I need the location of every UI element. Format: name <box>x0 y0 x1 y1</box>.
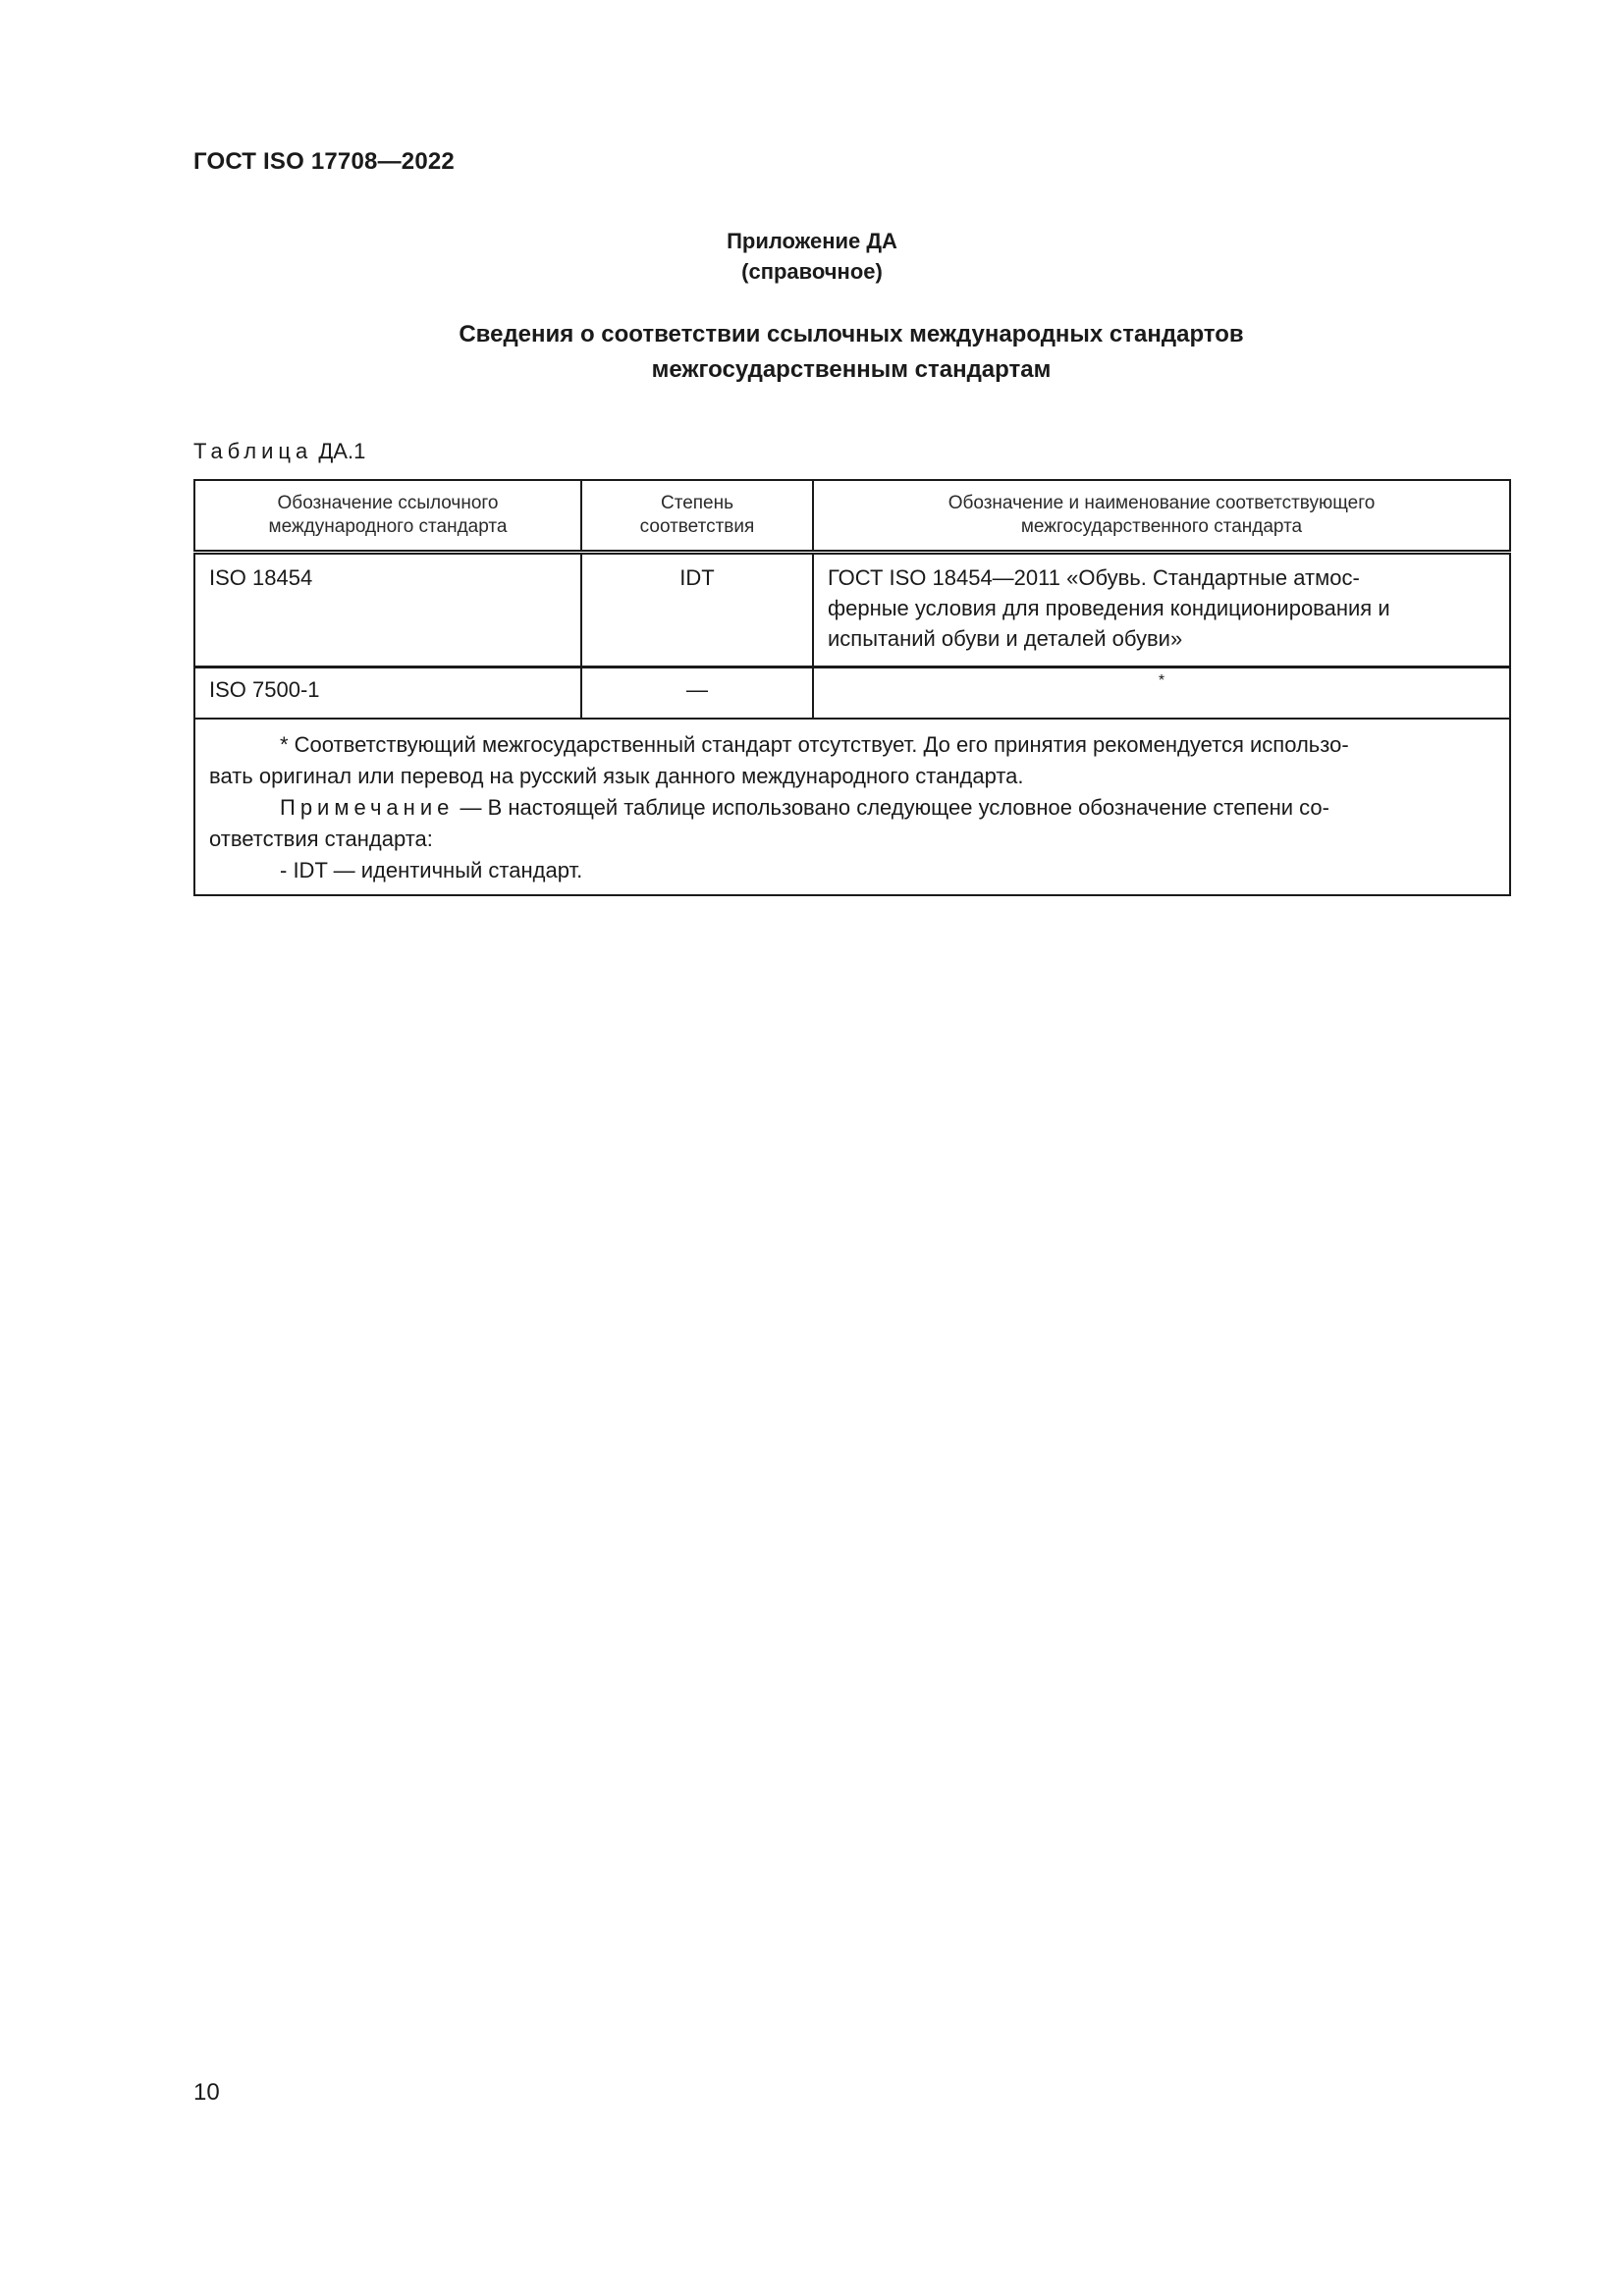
table-caption-id: ДА.1 <box>318 439 366 463</box>
cell-interstate-standard: * <box>813 667 1510 720</box>
table-footnote <box>194 719 1510 895</box>
document-code: ГОСТ ISO 17708—2022 <box>193 148 455 175</box>
annex-heading <box>0 226 1624 287</box>
note-label: Примечание <box>280 795 455 820</box>
footnote-line-2: вать оригинал или перевод на русский язык данного международного стандарта. <box>209 764 1024 788</box>
note-line-2: ответствия стандарта: <box>209 827 433 851</box>
cell-line: ГОСТ ISO 18454—2011 «Обувь. Стандартные атмос- <box>828 565 1360 590</box>
footnote-line-1: * Соответствующий межгосударственный стандарт отсутствует. До его принятия рекомендуется использо- <box>280 732 1349 757</box>
annex-status: (справочное) <box>741 259 883 284</box>
header-line: Обозначение ссылочного <box>277 493 499 513</box>
table-caption <box>193 439 365 464</box>
annex-title-line-2: межгосударственным стандартам <box>651 356 1052 383</box>
column-header-ref-standard <box>194 480 581 553</box>
note-text: В настоящей таблице использовано следующее условное обозначение степени со- <box>487 795 1329 820</box>
cell-line: испытаний обуви и деталей обуви» <box>828 626 1183 651</box>
cell-line: ферные условия для проведения кондиционирования и <box>828 596 1390 620</box>
table-row <box>194 553 1510 667</box>
header-line: соответствия <box>639 516 755 537</box>
table-caption-word: Таблица <box>193 439 313 463</box>
header-line: межгосударственного стандарта <box>1020 516 1303 537</box>
page-number: 10 <box>193 2079 220 2106</box>
table-footnote-row <box>194 719 1510 895</box>
header-line: международного стандарта <box>268 516 508 537</box>
column-header-interstate-standard <box>813 480 1510 553</box>
table-header-row <box>194 480 1510 553</box>
note-item: - IDT — идентичный стандарт. <box>280 858 583 882</box>
table-row <box>194 667 1510 720</box>
header-line: Обозначение и наименование соответствующего <box>947 493 1376 513</box>
annex-label: Приложение ДА <box>727 229 897 253</box>
annex-title-line-1: Сведения о соответствии ссылочных международных стандартов <box>459 321 1244 347</box>
column-header-degree <box>581 480 813 553</box>
cell-ref-standard: ISO 7500-1 <box>194 667 581 720</box>
cell-degree: — <box>581 667 813 720</box>
correspondence-table <box>193 479 1511 896</box>
annex-title <box>0 317 1624 388</box>
cell-interstate-standard <box>813 553 1510 667</box>
cell-degree: IDT <box>581 553 813 667</box>
note-line-1 <box>209 792 1495 824</box>
cell-ref-standard: ISO 18454 <box>194 553 581 667</box>
note-dash: — <box>454 795 488 820</box>
header-line: Степень <box>660 493 734 513</box>
